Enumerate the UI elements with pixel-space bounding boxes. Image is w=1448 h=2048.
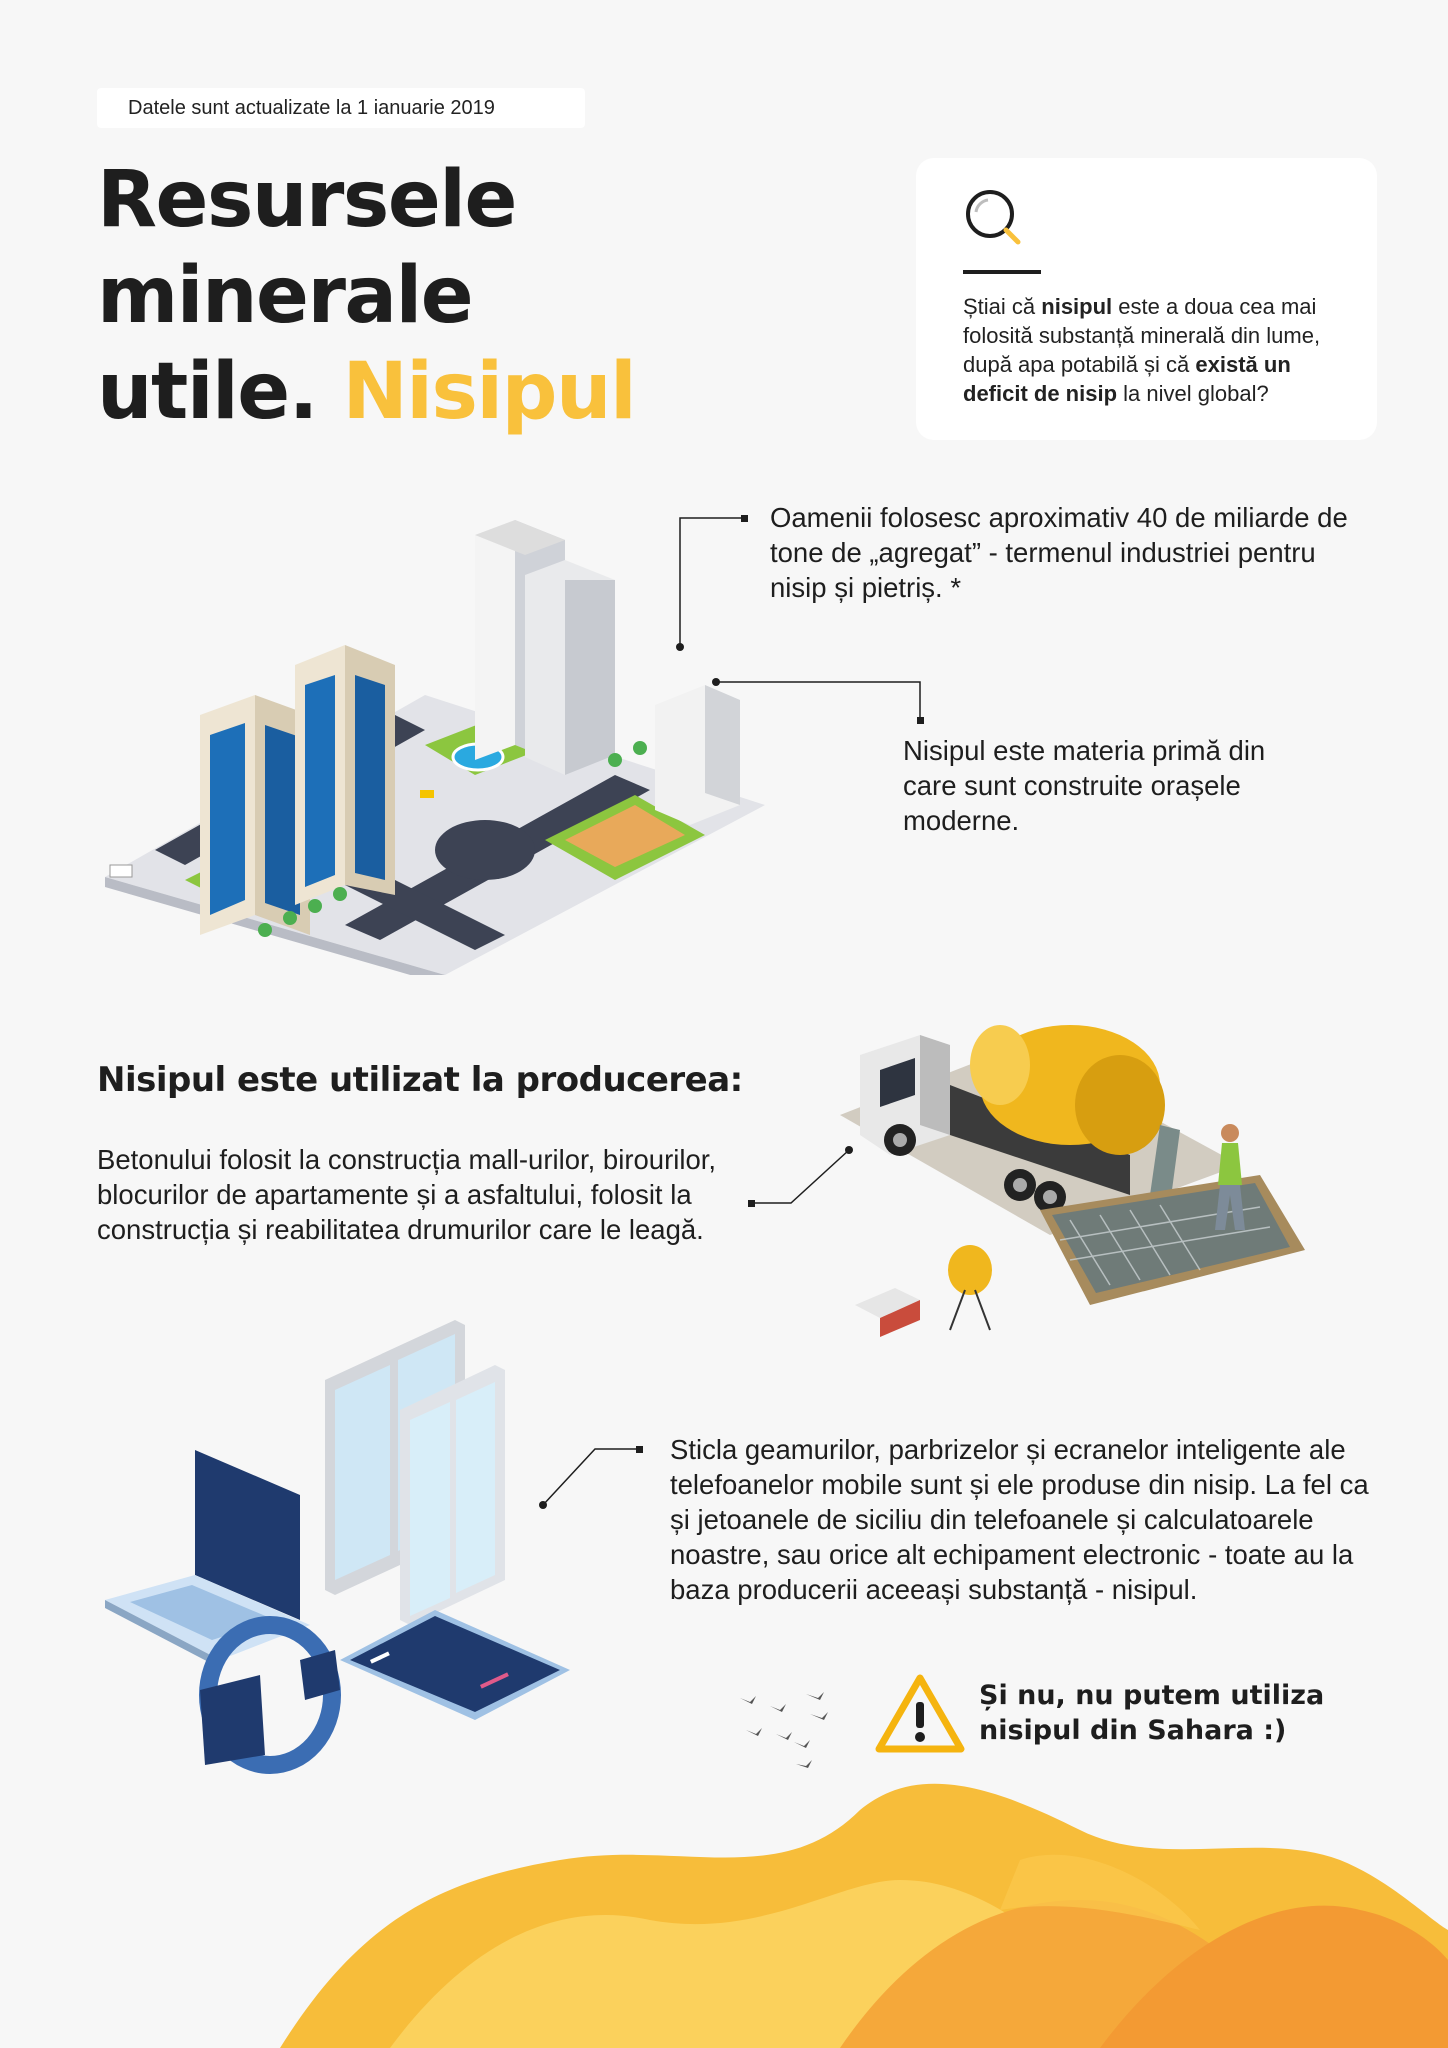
title-line1: Resursele minerale [97, 155, 516, 341]
warning-icon [873, 1672, 967, 1756]
concrete-connector [745, 1140, 855, 1210]
magnifier-icon [962, 184, 1032, 254]
concrete-text: Betonului folosit la construcția mall-urilor, birourilor, blocurilor de apartamente și a asfaltului, folosit la construcția și reabilitatea drumurilor care le leagă. [97, 1144, 717, 1245]
date-note: Datele sunt actualizate la 1 ianuarie 2019 [128, 96, 495, 119]
laptop [105, 1450, 310, 1668]
card-divider [963, 270, 1041, 274]
section-heading: Nisipul este utilizat la producerea: [97, 1060, 743, 1100]
fact-part-bold: nisipul [1041, 294, 1113, 319]
birds-illustration [740, 1690, 850, 1770]
title-accent: Nisipul [342, 347, 636, 437]
date-badge [97, 88, 585, 128]
watch [200, 1625, 340, 1765]
glass-connector [535, 1443, 645, 1513]
callout-connector [710, 676, 930, 726]
tall-building [475, 520, 615, 775]
fact-part: este a doua cea mai folosită substanță minerală din lume, după apa potabilă și că [963, 294, 1321, 377]
callout-aggregate: Oamenii folosesc aproximativ 40 de miliarde de tone de „agregat” - termenul industriei pentru nisip și pietriș. * [770, 502, 1348, 603]
fact-part: Știai că [963, 294, 1042, 319]
fact-part-bold: există un deficit de nisip [963, 352, 1291, 406]
devices-illustration [100, 1320, 580, 1790]
sand-dunes-illustration [0, 1770, 1448, 2048]
glass-text: Sticla geamurilor, parbrizelor și ecranelor inteligente ale telefoanelor mobile sunt și ele produse din nisip. La fel ca și jetoanele de siciliu din telefoanele și calculatoarele noastre, sau orice alt echipament electronic - toate au la baza producerii aceeași substanță - nisipul. [670, 1434, 1369, 1605]
fact-text [963, 292, 1343, 408]
callout-cities: Nisipul este materia primă din care sunt construite orașele moderne. [903, 735, 1266, 836]
concrete-mixer-illustration [840, 985, 1320, 1365]
title-line2: utile. [97, 347, 317, 437]
callout-connector [670, 512, 770, 652]
page-title [97, 152, 897, 440]
window-frames [325, 1320, 505, 1625]
smartphone [340, 1610, 570, 1720]
warning-text: Și nu, nu putem utiliza nisipul din Sahara :) [979, 1680, 1325, 1746]
fact-card [916, 158, 1377, 440]
fact-part: la nivel global? [1117, 381, 1269, 406]
